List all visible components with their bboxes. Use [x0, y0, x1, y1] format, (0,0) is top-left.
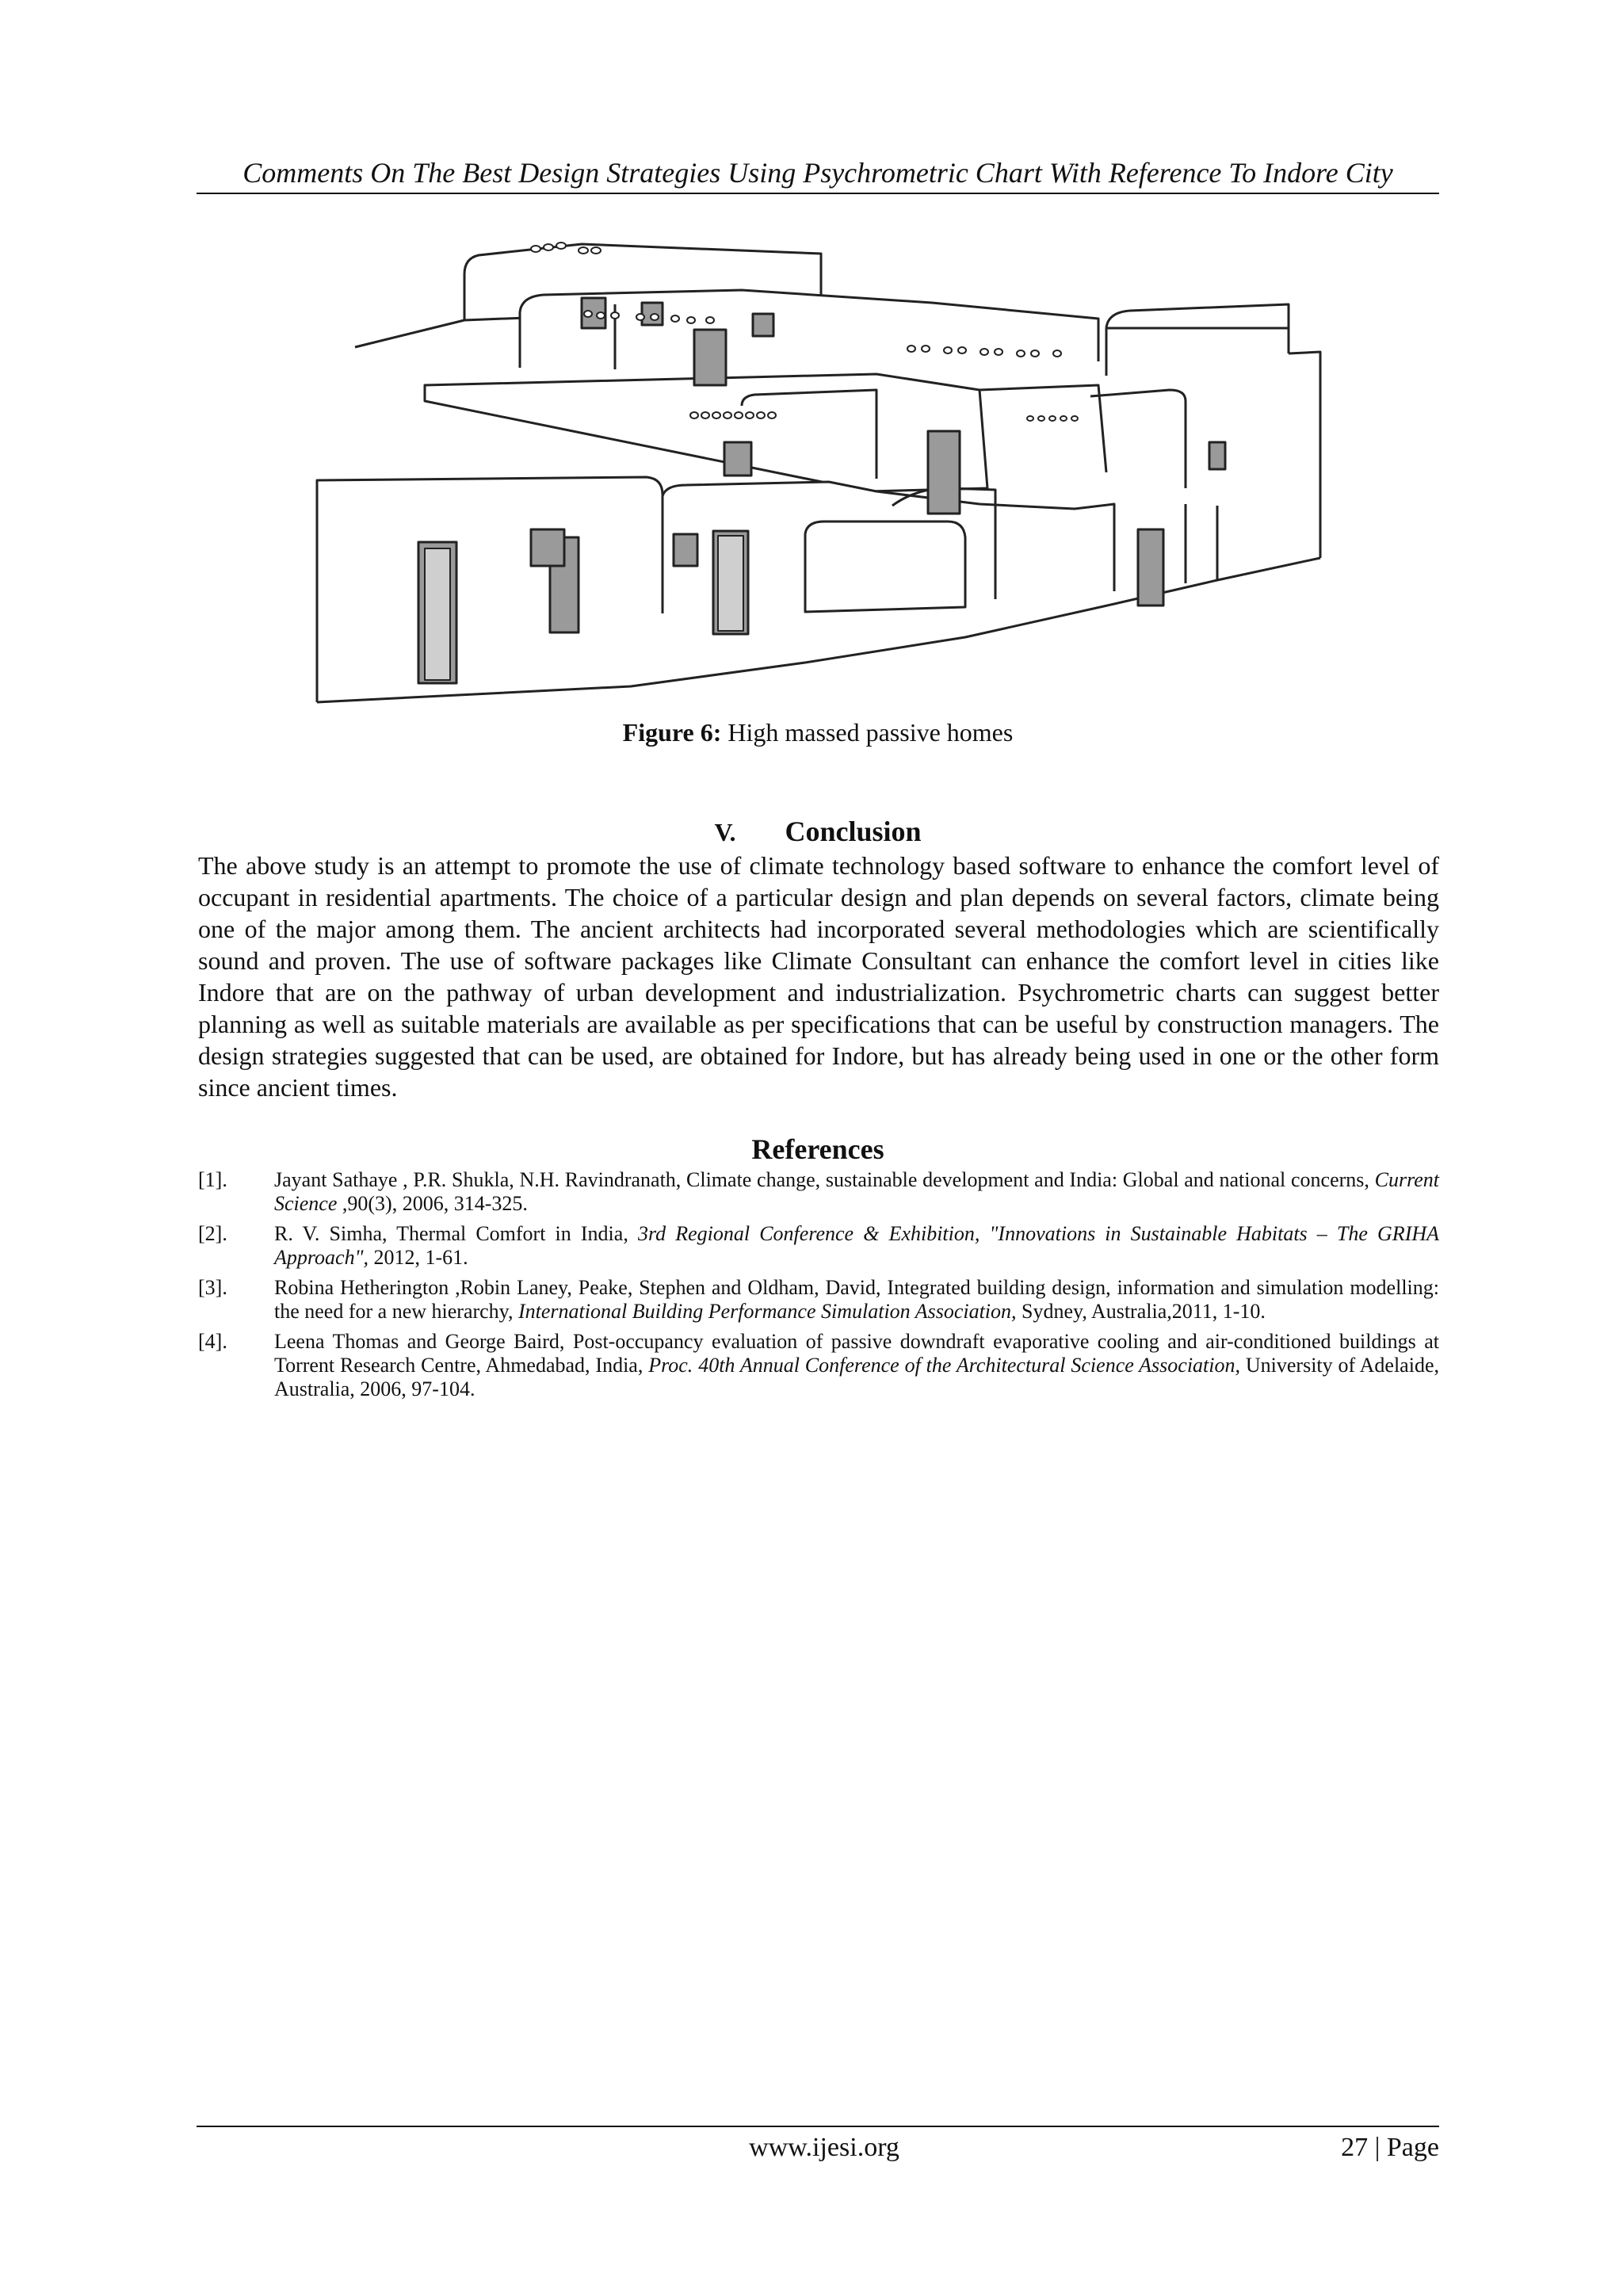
reference-number: [1]. [198, 1168, 227, 1191]
references-heading: References [751, 1133, 884, 1165]
reference-item [198, 1168, 1439, 1216]
reference-text: Jayant Sathaye , P.R. Shukla, N.H. Ravindranath, Climate change, sustainable development and India: Global and national concerns, [274, 1168, 1375, 1191]
references-list [198, 1168, 1439, 1408]
reference-source: 3rd Regional Conference & Exhibition, "Innovations in Sustainable Habitats – The GRIHA Approach", [274, 1222, 1440, 1269]
reference-details: Sydney, Australia,2011, 1-10. [1016, 1300, 1266, 1323]
reference-source: Proc. 40th Annual Conference of the Architectural Science Association, [648, 1354, 1241, 1377]
reference-item [198, 1222, 1439, 1270]
reference-source: International Building Performance Simulation Association, [518, 1300, 1017, 1323]
figure-caption [197, 716, 1439, 748]
footer-page-number: 27 | Page [1341, 2133, 1439, 2162]
reference-number: [3]. [198, 1276, 227, 1299]
conclusion-paragraph: The above study is an attempt to promote the use of climate technology based software to enhance the comfort level of occupant in residential apartments. The choice of a particular design and plan depends on several factors, climate being one of the major among them. The ancient architects had incorporated several methodologies which are scientifically sound and proven. The use of software packages like Climate Consultant can enhance the comfort level in cities like Indore that are on the pathway of urban development and industrialization. Psychrometric charts can suggest better planning as well as suitable materials are available as per specifications that can be useful by construction managers. The design strategies suggested that can be used, are obtained for Indore, but has already being used in one or the other form since ancient times. [198, 851, 1439, 1102]
reference-number: [4]. [198, 1330, 227, 1353]
figure-caption-text: High massed passive homes [727, 718, 1014, 747]
figure-label: Figure 6: [622, 718, 722, 747]
section-title: Conclusion [785, 816, 922, 847]
reference-details: 2012, 1-61. [369, 1246, 468, 1269]
reference-text: R. V. Simha, Thermal Comfort in India, [274, 1222, 638, 1245]
running-header: Comments On The Best Design Strategies Using Psychrometric Chart With Reference To Indore City [242, 157, 1393, 189]
reference-source: Current Science [274, 1168, 1439, 1215]
section-heading-conclusion [197, 814, 1439, 850]
reference-item [198, 1330, 1439, 1401]
header-rule [197, 193, 1439, 194]
reference-number: [2]. [198, 1222, 227, 1245]
reference-text: Robina Hetherington ,Robin Laney, Peake, Stephen and Oldham, David, Integrated building design, information and simulation modelling: the need for a new hierarchy, [274, 1276, 1439, 1323]
reference-details: ,90(3), 2006, 314-325. [337, 1192, 528, 1215]
reference-details: University of Adelaide, Australia, 2006, 97-104. [274, 1354, 1439, 1400]
reference-text: Leena Thomas and George Baird, Post-occupancy evaluation of passive downdraft evaporative cooling and air-conditioned buildings at Torrent Research Centre, Ahmedabad, India, [274, 1330, 1439, 1377]
section-number: V. [714, 818, 736, 846]
footer-site-link[interactable]: www.ijesi.org [749, 2133, 899, 2162]
figure-6-illustration [314, 227, 1322, 712]
footer-rule [197, 2126, 1439, 2127]
reference-item [198, 1276, 1439, 1324]
